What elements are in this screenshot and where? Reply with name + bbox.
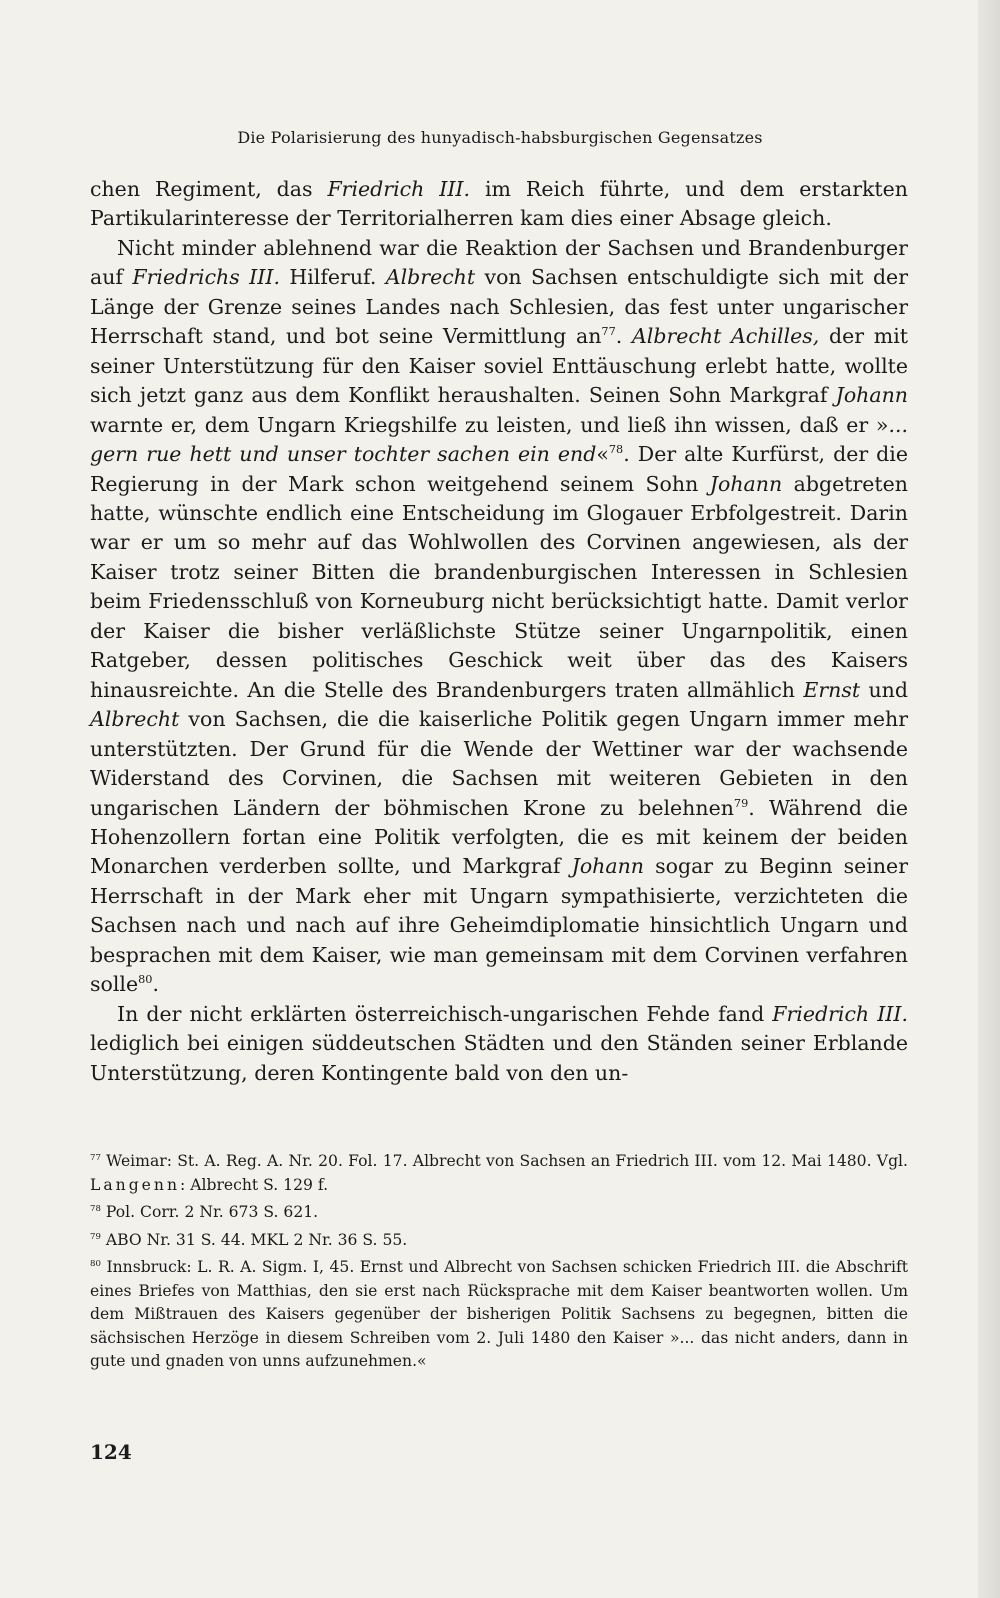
footnote: $^{80}$ Innsbruck: L. R. A. Sigm. I, 45. Ernst und Albrecht von Sachsen schicken Friedrich III. die Abschrift eines Briefes von Matthias, den sie erst nach Rücksprache mit dem Kaiser beantworten wollen. Um dem Mißtrauen des Kaisers gegenüber der bisherigen Politik Sachsens zu begegnen, bitten die sächsischen Herzöge in diesem Schreiben vom 2. Juli 1480 den Kaiser »... das nicht anders, dann in gute und gnaden von unns aufzunehmen.« (90, 1258, 908, 1370)
page-edge (978, 0, 1000, 1598)
footnote-ref: 79 (733, 796, 749, 810)
footnote-ref: 78 (608, 443, 624, 457)
footnote: $^{79}$ ABO Nr. 31 S. 44. MKL 2 Nr. 36 S. 55. (90, 1230, 408, 1249)
paragraph: Nicht minder ablehnend war die Reaktion der Sachsen und Brandenburger auf Friedrichs III. Hilferuf. Albrecht von Sachsen entschuldigte sich mit der Länge der Grenze seines Landes nach Schlesien, das fest unter ungarischer Herrschaft stand, und bot seine Vermittlung $an^{77}$. Albrecht Achilles, der mit seiner Unterstützung für den Kaiser soviel Enttäuschung erlebt hatte, wollte sich jetzt ganz aus dem Konflikt heraushalten. Seinen Sohn Markgraf Johann warnte er, dem Ungarn Kriegshilfe zu leisten, und ließ ihn wissen, daß er »... gern rue hett und unser tochter sachen ein end«$^{78}$. Der alte Kurfürst, der die Regierung in der Mark schon weitgehend seinem Sohn Johann abgetreten hatte, wünschte endlich eine Entscheidung im Glogauer Erbfolgestreit. Darin war er um so mehr auf das Wohlwollen des Corvinen angewiesen, als der Kaiser trotz seiner Bitten die brandenburgischen Interessen in Schlesien beim Friedensschluß von Korneuburg nicht berücksichtigt hatte. Damit verlor der Kaiser die bisher verläßlichste Stütze seiner Ungarnpolitik, einen Ratgeber, dessen politisches Geschick weit über das des Kaisers hinausreichte. An die Stelle des Brandenburgers traten allmählich Ernst und Albrecht von Sachsen, die die kaiserliche Politik gegen Ungarn immer mehr unterstützten. Der Grund für die Wende der Wettiner war der wachsende Widerstand des Corvinen, die Sachsen mit weiteren Gebieten in den ungarischen Ländern der böhmischen Krone zu belehnen$^{79}$. Während die Hohenzollern fortan eine Politik verfolgten, die es mit keinem der beiden Monarchen verderben sollte, und Markgraf Johann sogar zu Beginn seiner Herrschaft in der Mark eher mit Ungarn sympathisierte, verzichteten die Sachsen nach und nach auf ihre Geheimdiplomatie hinsichtlich Ungarn und besprachen mit dem Kaiser, wie man gemeinsam mit dem Corvinen verfahren solle$^{80}$. (90, 235, 909, 997)
footnotes (90, 1150, 908, 1378)
page-number: 124 (90, 1440, 132, 1464)
footnote-author: Langenn (90, 1175, 180, 1194)
footnote: $^{77}$ Weimar: St. A. Reg. A. Nr. 20. Fol. 17. Albrecht von Sachsen an Friedrich III. vom 12. Mai 1480. Vgl. Langenn: Albrecht S. 129 f. (90, 1152, 908, 1194)
footnote: $^{78}$ Pol. Corr. 2 Nr. 673 S. 621. (90, 1203, 319, 1221)
main-text (90, 175, 908, 1088)
footnote-ref: 80 (138, 973, 153, 987)
footnote-ref: 77 (601, 325, 616, 339)
paragraph: In der nicht erklärten österreichisch-ungarischen Fehde fand Friedrich III. lediglich bei einigen süddeutschen Städten und den Ständen seiner Erblande Unterstützung, deren Kontingente bald von den un- (90, 1001, 908, 1085)
running-head: Die Polarisierung des hunyadisch-habsburgischen Gegensatzes (237, 128, 763, 147)
paragraph: chen Regiment, das Friedrich III. im Reich führte, und dem erstarkten Partikularinteresse der Territorialherren kam dies einer Absage gleich. (90, 177, 908, 231)
